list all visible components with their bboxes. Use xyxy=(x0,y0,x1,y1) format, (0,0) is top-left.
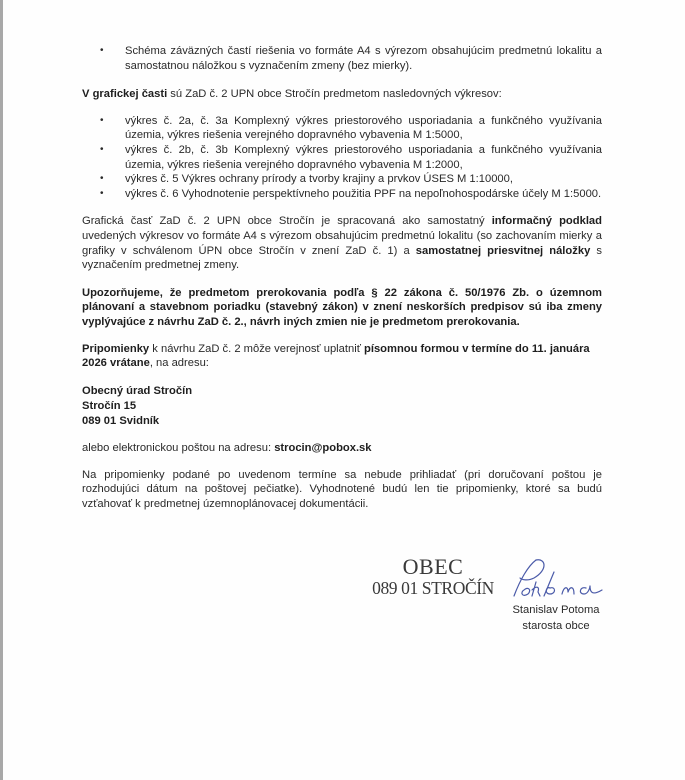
late-comments-paragraph: Na pripomienky podané po uvedenom termíne sa nebude prihliadať (pri doručovaní poštou je rozhodujúci dátum na poštovej pečiatke). Vyhodnotené budú len tie pripomienky, ktoré sa budú vzťahovať k predmetnej územnoplánovacej dokumentácii. xyxy=(82,468,602,511)
format-list xyxy=(82,44,602,73)
list-item: • výkres č. 6 Vyhodnotenie perspektívneho použitia PPF na nepoľnohospodárske účely M 1:5000. xyxy=(100,187,602,200)
graphic-intro-paragraph: V grafickej časti sú ZaD č. 2 UPN obce Stročín predmetom nasledovných výkresov: xyxy=(82,88,502,101)
bullet-icon: • xyxy=(100,173,104,185)
graphic-part-paragraph: Grafická časť ZaD č. 2 UPN obce Stročín je spracovaná ako samostatný informačný podklad uvedených výkresov vo formáte A4 s výrezom obsahujúcim predmetnú lokalitu (so zachovaním mierky a grafiky v schválenom ÚPN obce Stročín v znení ZaD č. 1) a samostatnej priesvitnej náložky s vyznačením predmetnej zmeny. xyxy=(82,215,602,272)
municipal-stamp: OBEC 089 01 STROČÍN xyxy=(372,554,494,598)
drawings-list xyxy=(82,114,602,202)
bullet-icon: • xyxy=(100,45,104,56)
email-paragraph: alebo elektronickou poštou na adresu: strocin@pobox.sk xyxy=(82,442,372,455)
list-item: • výkres č. 2a, č. 3a Komplexný výkres priestorového usporiadania a funkčného využívania územia, výkres riešenia verejného dopravného vybavenia M 1:5000, xyxy=(100,114,602,142)
bullet-icon: • xyxy=(100,114,104,126)
signature-icon xyxy=(506,556,616,602)
signer-block xyxy=(491,602,621,634)
list-item: • výkres č. 2b, č. 3b Komplexný výkres priestorového usporiadania a funkčného využívania územia, výkres riešenia verejného dopravného vybavenia M 1:2000, xyxy=(100,143,602,171)
warning-paragraph: Upozorňujeme, že predmetom prerokovania podľa § 22 zákona č. 50/1976 Zb. o územnom plánovaní a stavebnom poriadku (stavebný zákon) v znení neskorších predpisov sú iba zmeny vyplývajúce z návrhu ZaD č. 2., návrh iných zmien nie je predmetom prerokovania. xyxy=(82,286,602,328)
signer-title: starosta obce xyxy=(522,620,590,632)
address-line-street: Stročín 15 xyxy=(82,399,137,412)
list-item: • Schéma záväzných častí riešenia vo formáte A4 s výrezom obsahujúcim predmetnú lokalitu a samostatnou náložkou s vyznačením zmeny (bez mierky). xyxy=(100,45,602,72)
signer-name: Stanislav Potoma xyxy=(512,604,600,616)
bullet-icon: • xyxy=(100,187,104,199)
address-line-city: 089 01 Svidník xyxy=(82,415,160,428)
bullet-icon: • xyxy=(100,143,104,155)
email-address: strocin@pobox.sk xyxy=(274,442,372,455)
comments-paragraph: Pripomienky k návrhu ZaD č. 2 môže verejnosť uplatniť písomnou formou v termíne do 11. januára 2026 vrátane, na adresu: xyxy=(82,342,590,370)
address-line-office: Obecný úrad Stročín xyxy=(82,384,193,397)
document-body xyxy=(82,44,602,512)
postal-address xyxy=(82,384,602,430)
list-item: • výkres č. 5 Výkres ochrany prírody a tvorby krajiny a prvkov ÚSES M 1:10000, xyxy=(100,173,513,186)
